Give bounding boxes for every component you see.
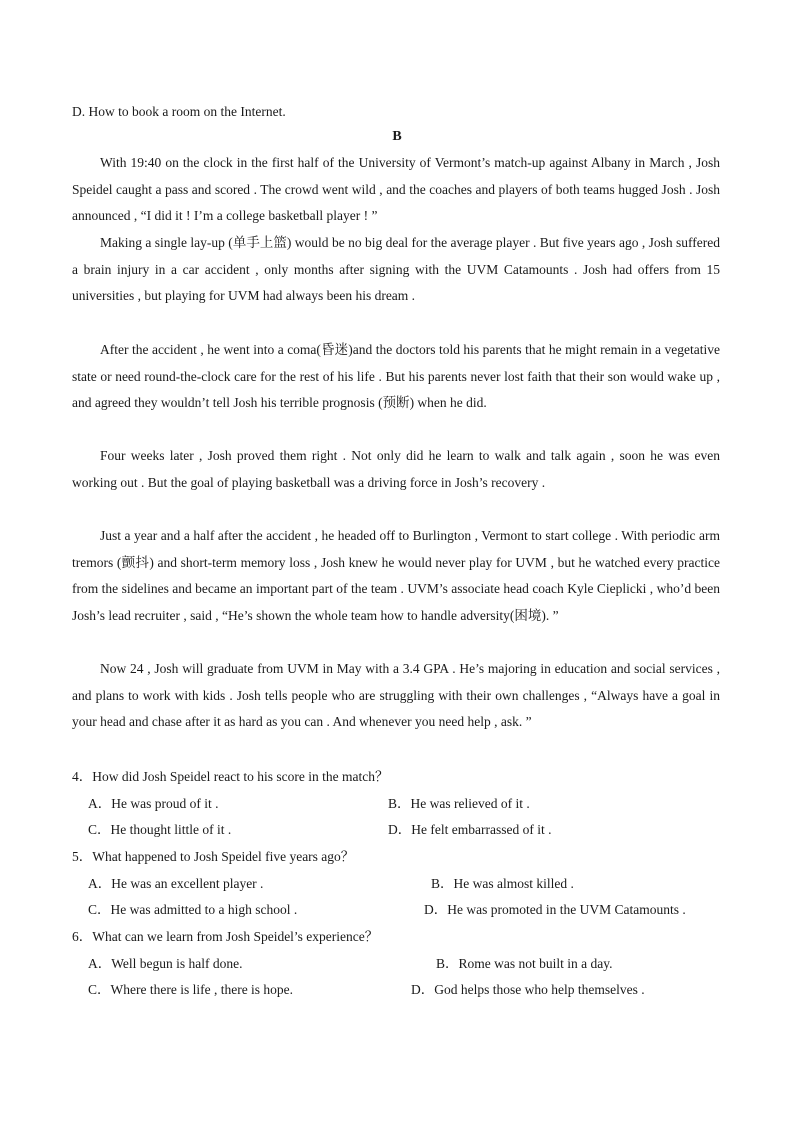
passage-paragraph-4: Four weeks later , Josh proved them right . Not only did he learn to walk and talk again , soon he was even working out . But the goal of playing basketball was a driving force in Josh’s recovery .: [72, 448, 720, 490]
question-6-option-c[interactable]: C．Where there is life , there is hope.: [88, 982, 294, 997]
passage-paragraph-5: Just a year and a half after the accident , he headed off to Burlington , Vermont to start college . With periodic arm tremors (颤抖) and short-term memory loss , Josh knew he would never play for UVM , but he watched every practice from the sidelines and became an important part of the team . UVM’s associate head coach Kyle Cieplicki , who’d been Josh’s lead recruiter , said , “He’s shown the whole team how to handle adversity(困境). ”: [72, 528, 720, 623]
question-4-option-a[interactable]: A．He was proud of it .: [88, 796, 219, 811]
passage-paragraph-6: Now 24 , Josh will graduate from UVM in May with a 3.4 GPA . He’s majoring in education and social services , and plans to work with kids . Josh tells people who are struggling with their own challenges , “Always have a goal in your head and chase after it as hard as you can . And whenever you need help , ask. ”: [72, 661, 720, 730]
question-4-option-b[interactable]: B．He was relieved of it .: [388, 796, 530, 811]
question-6-option-a[interactable]: A．Well begun is half done.: [88, 956, 243, 971]
previous-question-option-d: D. How to book a room on the Internet.: [72, 104, 286, 119]
passage-paragraph-3: After the accident , he went into a coma(昏迷)and the doctors told his parents that he might remain in a vegetative state or need round-the-clock care for the rest of his life . But his parents never lost faith that their son would wake up , and agreed they wouldn’t tell Josh his terrible prognosis (预断) when he did.: [72, 342, 720, 411]
question-4-option-c[interactable]: C．He thought little of it .: [88, 822, 232, 837]
question-5-option-a[interactable]: A．He was an excellent player .: [88, 876, 264, 891]
question-5-option-c[interactable]: C．He was admitted to a high school .: [88, 902, 298, 917]
passage-paragraph-2: Making a single lay-up (单手上篮) would be no big deal for the average player . But five years ago , Josh suffered a brain injury in a car accident , only months after signing with the UVM Catamounts . Josh had offers from 15 universities , but playing for UVM had always been his dream .: [72, 235, 720, 304]
question-6-option-b[interactable]: B．Rome was not built in a day.: [436, 956, 613, 971]
section-heading: B: [392, 129, 402, 144]
question-4-stem: 4．How did Josh Speidel react to his score in the match？: [72, 769, 389, 784]
question-4-option-d[interactable]: D．He felt embarrassed of it .: [388, 822, 552, 837]
question-6-option-d[interactable]: D．God helps those who help themselves .: [411, 982, 645, 997]
question-6-stem: 6．What can we learn from Josh Speidel’s experience？: [72, 929, 379, 944]
question-5-stem: 5．What happened to Josh Speidel five years ago？: [72, 849, 355, 864]
question-5-option-b[interactable]: B．He was almost killed .: [431, 876, 574, 891]
passage-paragraph-1: With 19:40 on the clock in the first half of the University of Vermont’s match-up against Albany in March , Josh Speidel caught a pass and scored . The crowd went wild , and the coaches and players of both teams hugged Josh . Josh announced , “I did it ! I’m a college basketball player ! ”: [72, 155, 720, 224]
question-5-option-d[interactable]: D．He was promoted in the UVM Catamounts .: [424, 902, 686, 917]
